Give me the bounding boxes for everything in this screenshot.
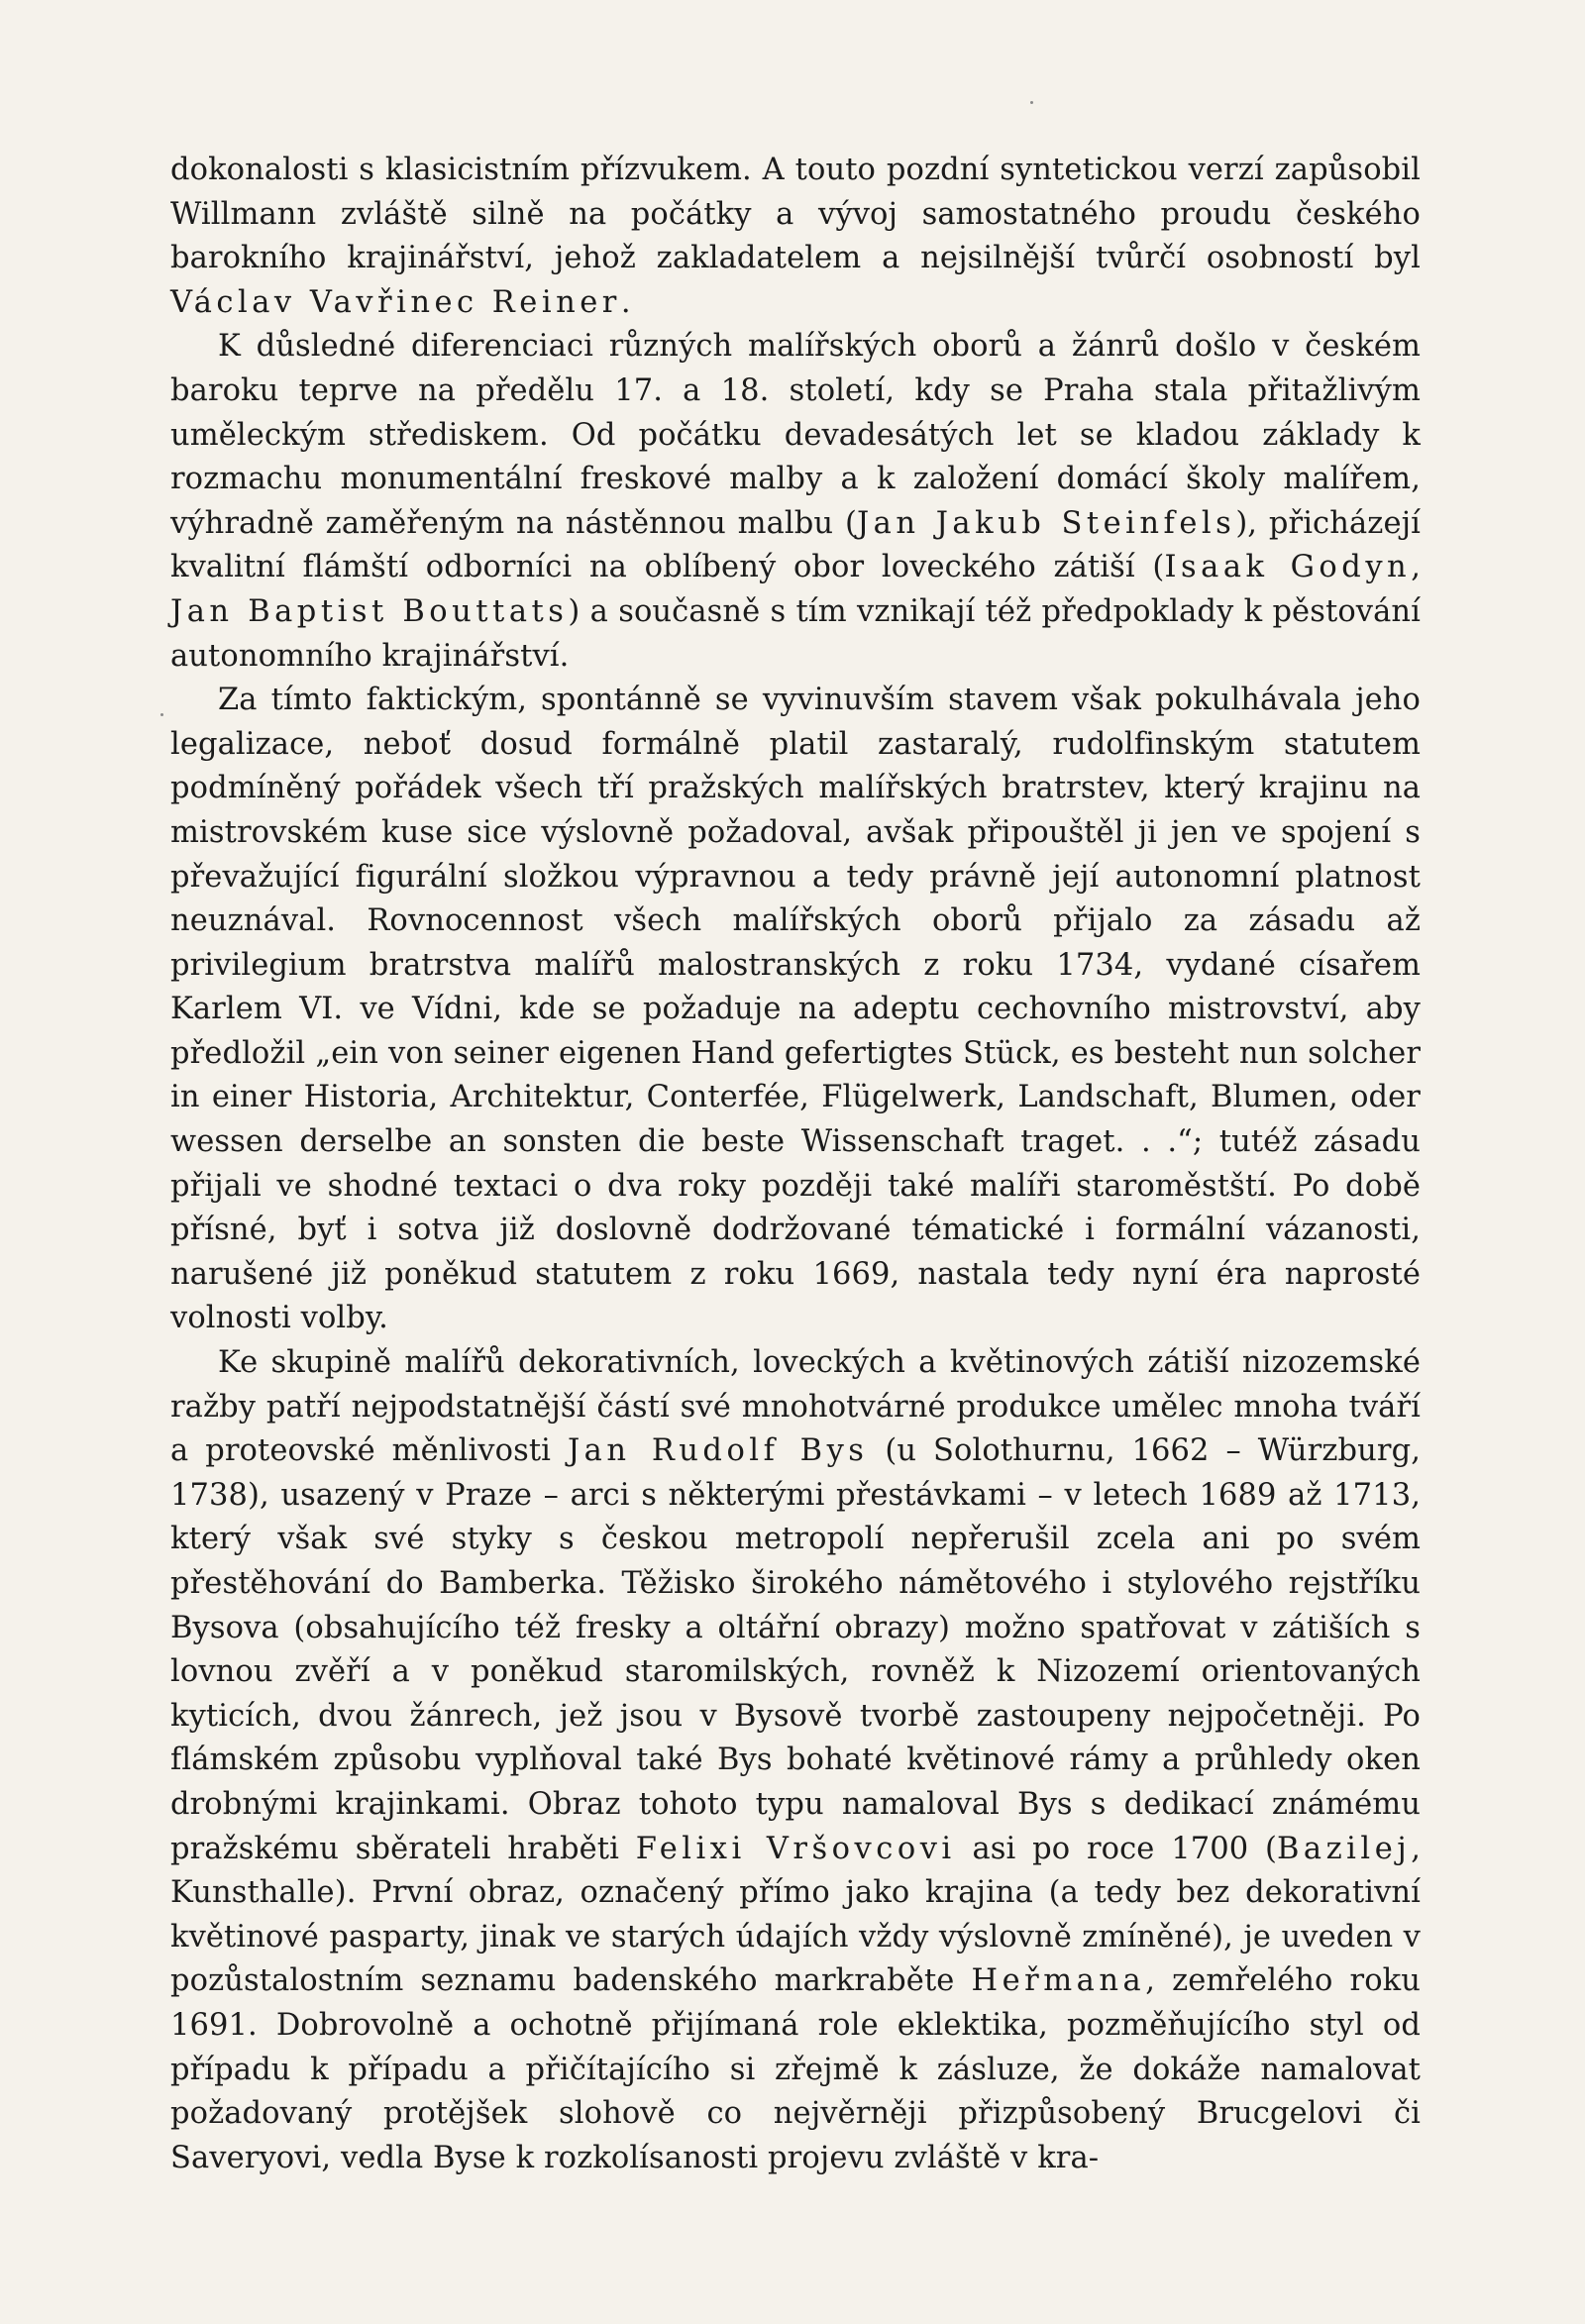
- text-run: .: [620, 284, 631, 320]
- spaced-name: Bazilej: [1277, 1831, 1412, 1866]
- text-run: asi po roce 1700 (: [955, 1831, 1278, 1866]
- text-run: ,: [1411, 550, 1421, 585]
- paragraph: [170, 679, 1421, 1341]
- text-run: Ke skupině malířů dekorativních, loveckých a květinových zátiší nizozemské ražby patří nejpodstatnější částí své mnohotvárné produkce umělec mnoha tváří a proteovské měnlivosti: [170, 1345, 1421, 1469]
- spaced-name: Jan Rudolf Bys: [567, 1433, 869, 1469]
- body-text: [170, 149, 1421, 2180]
- page-speck: [1030, 101, 1033, 104]
- spaced-name: Felixi Vršovcovi: [635, 1831, 956, 1866]
- page-speck: [160, 713, 163, 716]
- paragraph: [170, 1341, 1421, 2180]
- spaced-name: Heřmana: [971, 1963, 1146, 1999]
- spaced-name: Václav Vavřinec Reiner: [170, 284, 621, 320]
- spaced-name: Jan Jakub Steinfels: [856, 505, 1236, 541]
- text-run: Za tímto faktickým, spontánně se vyvinuvším stavem však pokulhávala jeho legalizace, neboť dosud formálně platil zastaralý, rudolfinským statutem podmíněný pořádek všech tří pražských malířských bratrstev, který krajinu na mistrovském kuse sice výslovně požadoval, avšak připouštěl ji jen ve spojení s převažující figurální složkou výpravnou a tedy právně její autonomní platnost neuznával. Rovnocennost všech malířských oborů přijalo za zásadu až privilegium bratrstva malířů malostranských z roku 1734, vydané císařem Karlem VI. ve Vídni, kde se požaduje na adeptu cechovního mistrovství, aby předložil „ein von seiner eigenen Hand gefertigtes Stück, es besteht nun solcher in einer Historia, Architektur, Conterfée, Flügelwerk, Landschaft, Blumen, oder wessen derselbe an sonsten die beste Wissenschaft traget. . .“; tutéž zásadu přijali ve shodné textaci o dva roky později také malíři staroměstští. Po době přísné, byť i sotva již doslovně dodržované tématické i formální vázanosti, narušené již poněkud statutem z roku 1669, nastala tedy nyní éra naprosté volnosti volby.: [170, 683, 1421, 1336]
- paragraph: [170, 325, 1421, 679]
- text-run: (u Solothurnu, 1662 – Würzburg, 1738), usazený v Praze – arci s některými přestávkami – v letech 1689 až 1713, který však své styky s českou metropolí nepřerušil zcela ani po svém přestěhování do Bamberka. Těžisko širokého námětového i stylového rejstříku Bysova (obsahujícího též fresky a oltářní obrazy) možno spatřovat v zátiších s lovnou zvěří a v poněkud staromilských, rovněž k Nizozemí orientovaných kyticích, dvou žánrech, jež jsou v Bysově tvorbě zastoupeny nejpočetněji. Po flámském způsobu vyplňoval také Bys bohaté květinové rámy a průhledy oken drobnými krajinkami. Obraz tohoto typu namaloval Bys s dedikací známému pražskému sběrateli hraběti: [170, 1433, 1421, 1866]
- text-run: dokonalosti s klasicistním přízvukem. A touto pozdní syntetickou verzí zapůsobil Willmann zvláště silně na počátky a vývoj samostatného proudu českého barokního krajinářství, jehož zakladatelem a nejsilnější tvůrčí osobností byl: [170, 153, 1421, 276]
- text-run: ), přicházejí kvalitní flámští odborníci na oblíbený obor loveckého zátiší (: [170, 505, 1421, 585]
- spaced-name: Isaak Godyn: [1164, 550, 1412, 585]
- spaced-name: Jan Baptist Bouttats: [170, 593, 569, 629]
- text-run: ) a současně s tím vznikají též předpoklady k pěstování autonomního krajinářství.: [170, 593, 1421, 674]
- paragraph: [170, 149, 1421, 325]
- text-run: , zemřelého roku 1691. Dobrovolně a ochotně přijímaná role eklektika, pozměňujícího styl od případu k případu a přičítajícího si zřejmě k zásluze, že dokáže namalovat požadovaný protějšek slohově co nejvěrněji přizpůsobený Brucgelovi či Saveryovi, vedla Byse k rozkolísanosti projevu zvláště v kra-: [170, 1963, 1421, 2175]
- text-run: K důsledné diferenciaci různých malířských oborů a žánrů došlo v českém baroku teprve na předělu 17. a 18. století, kdy se Praha stala přitažlivým uměleckým střediskem. Od počátku devadesátých let se kladou základy k rozmachu monumentální freskové malby a k založení domácí školy malířem, výhradně zaměřeným na nástěnnou malbu (: [170, 329, 1421, 541]
- text-run: , Kunsthalle). První obraz, označený přímo jako krajina (a tedy bez dekorativní květinové pasparty, jinak ve starých údajích vždy výslovně zmíněné), je uveden v pozůstalostním seznamu badenského markraběte: [170, 1831, 1421, 1999]
